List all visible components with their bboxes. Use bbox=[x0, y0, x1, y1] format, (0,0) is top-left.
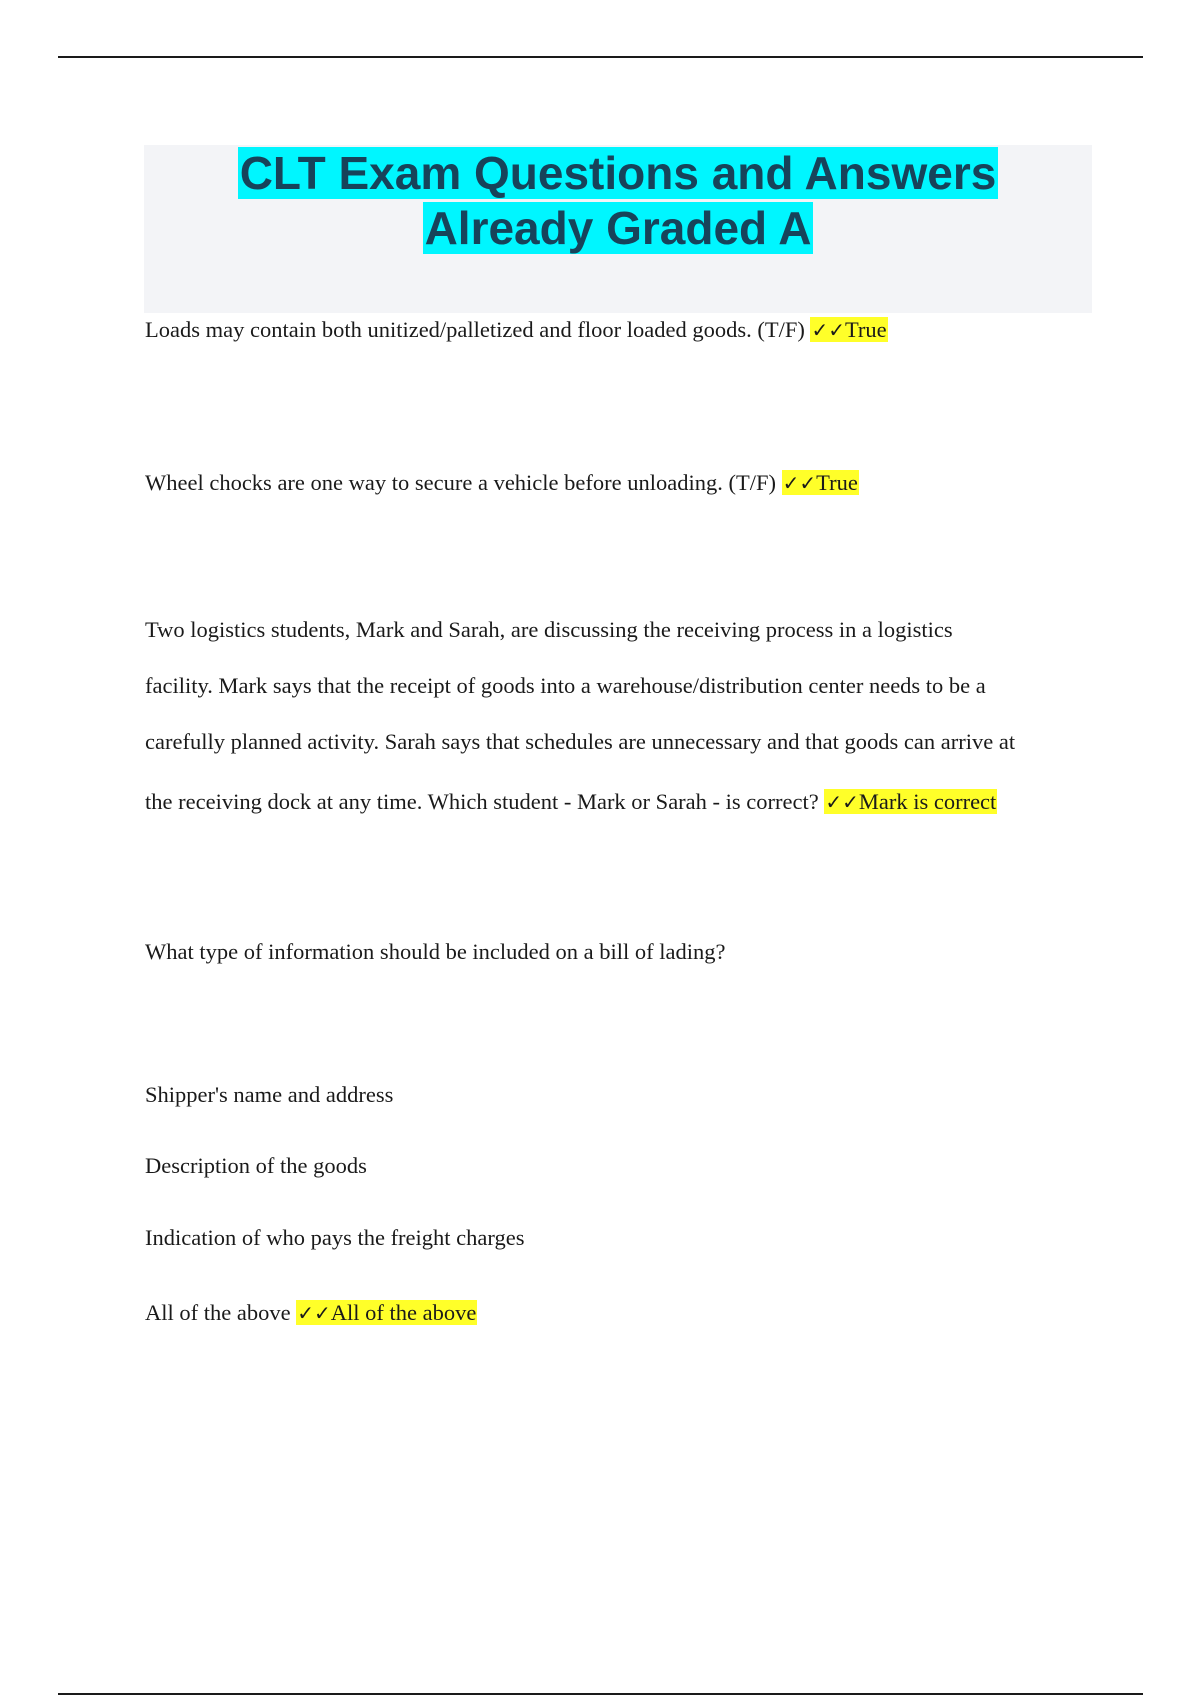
answer-4-text: All of the above bbox=[330, 1300, 477, 1325]
checkmark-icon: ✓✓ bbox=[782, 471, 817, 495]
page-title bbox=[144, 146, 1092, 256]
question-1 bbox=[145, 317, 888, 343]
option-2: Description of the goods bbox=[145, 1153, 367, 1178]
question-3-line-3: carefully planned activity. Sarah says that schedules are unnecessary and that goods can arrive at bbox=[145, 729, 1016, 754]
answer-1 bbox=[810, 317, 887, 342]
title-line-2: Already Graded A bbox=[424, 202, 812, 254]
question-4-text: What type of information should be included on a bill of lading? bbox=[145, 939, 726, 964]
option-1: Shipper's name and address bbox=[145, 1082, 394, 1107]
checkmark-icon: ✓✓ bbox=[297, 1301, 331, 1325]
checkmark-icon: ✓✓ bbox=[825, 790, 859, 814]
question-3-text-end: the receiving dock at any time. Which student - Mark or Sarah - is correct? bbox=[145, 789, 825, 814]
title-line-1: CLT Exam Questions and Answers bbox=[239, 147, 997, 199]
question-3-line-4 bbox=[145, 789, 997, 815]
answer-1-text: True bbox=[844, 317, 887, 342]
question-3-line-2: facility. Mark says that the receipt of goods into a warehouse/distribution center needs to be a bbox=[145, 673, 986, 698]
option-4 bbox=[145, 1300, 477, 1326]
question-2-text: Wheel chocks are one way to secure a vehicle before unloading. (T/F) bbox=[145, 470, 782, 495]
question-1-text: Loads may contain both unitized/palletized and floor loaded goods. (T/F) bbox=[145, 317, 811, 342]
answer-4 bbox=[296, 1300, 477, 1325]
answer-2-text: True bbox=[816, 470, 858, 495]
option-3: Indication of who pays the freight charges bbox=[145, 1225, 525, 1250]
top-rule bbox=[58, 56, 1143, 58]
answer-3-text: Mark is correct bbox=[858, 789, 997, 814]
answer-3 bbox=[824, 789, 997, 814]
answer-2 bbox=[782, 470, 859, 495]
bottom-rule bbox=[58, 1693, 1143, 1695]
checkmark-icon: ✓✓ bbox=[811, 318, 845, 342]
question-3-line-1: Two logistics students, Mark and Sarah, are discussing the receiving process in a logistics bbox=[145, 617, 953, 642]
question-2 bbox=[145, 470, 859, 496]
option-4-text: All of the above bbox=[145, 1300, 297, 1325]
